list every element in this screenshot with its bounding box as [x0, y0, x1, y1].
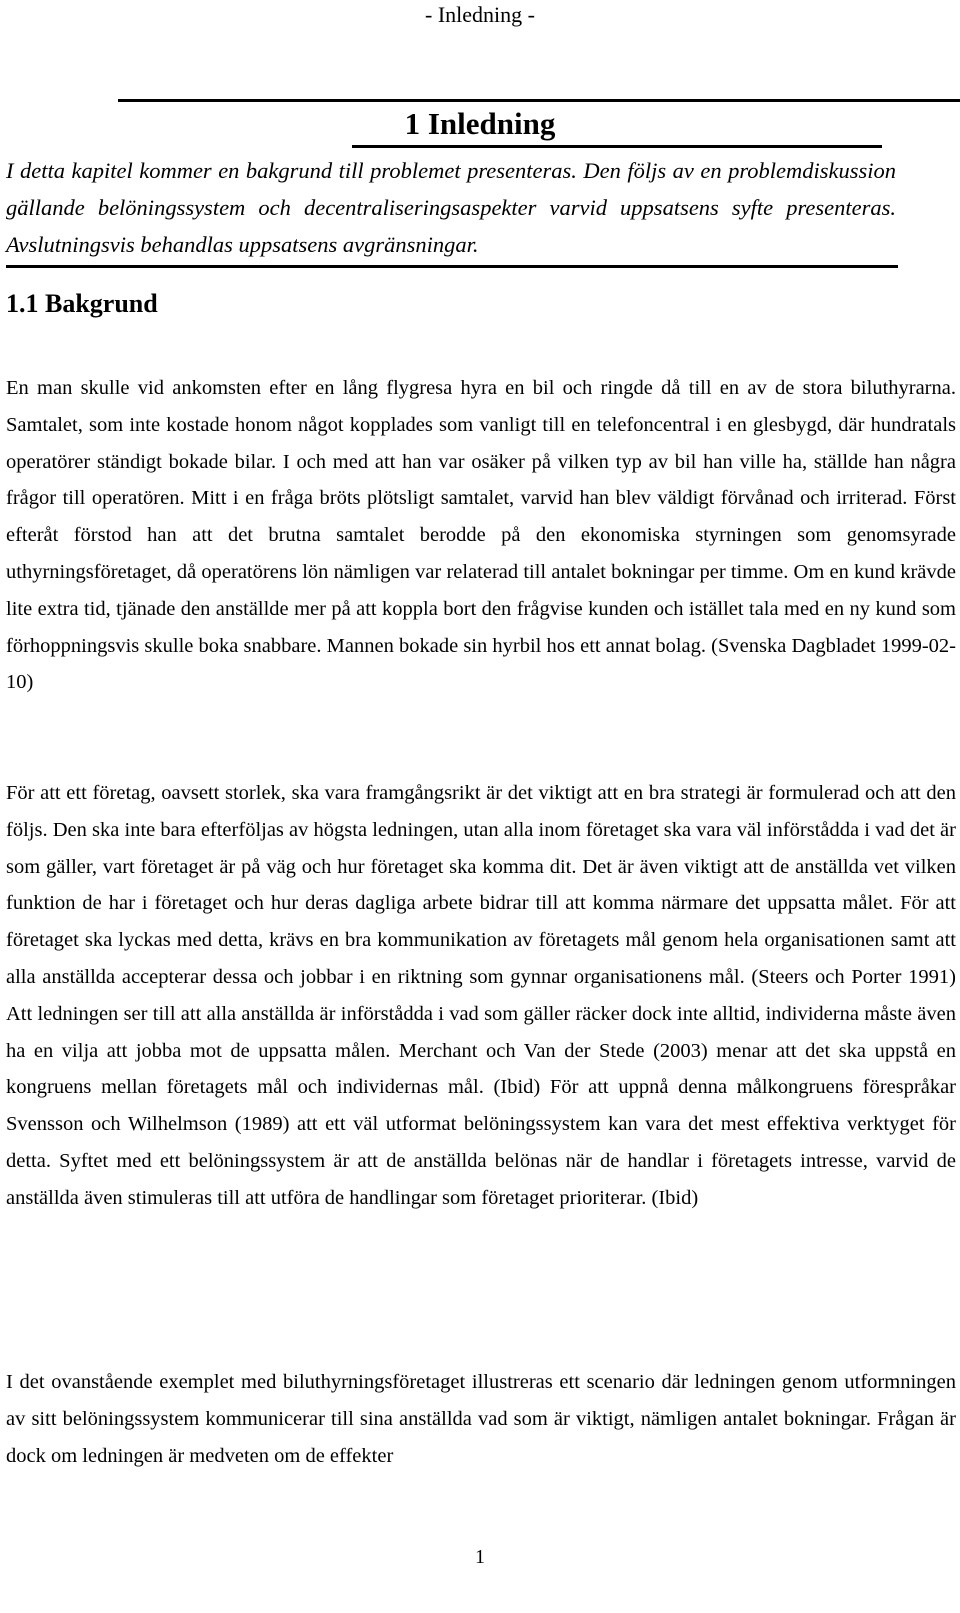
section-title: 1.1 Bakgrund: [6, 289, 158, 318]
body-paragraph-3: I det ovanstående exemplet med biluthyrningsföretaget illustreras ett scenario där ledningen genom utformningen av sitt belöningssystem kommunicerar till sina anställda vad som är viktigt, nämligen antalet bokningar. Frågan är dock om ledningen är medveten om de effekter: [6, 1371, 956, 1467]
title-rule: [352, 145, 882, 148]
body-paragraph-2: För att ett företag, oavsett storlek, ska vara framgångsrikt är det viktigt att en bra strategi är formulerad och att den följs. Den ska inte bara efterföljas av högsta ledningen, utan alla inom företaget ska vara väl införstådda i vad det är som gäller, vart företaget är på väg och hur företaget ska komma dit. Det är även viktigt att de anställda vet vilken funktion de har i företaget och hur deras dagliga arbete bidrar till att komma närmare det uppsatta målet. För att företaget ska lyckas med detta, krävs en bra kommunikation av företagets mål genom hela organisationen samt att alla anställda accepterar dessa och jobbar i en riktning som gynnar organisationens mål. (Steers och Porter 1991) Att ledningen ser till att alla anställda är införstådda i vad som gäller räcker dock inte alltid, individerna måste även ha en vilja att jobba mot de uppsatta målen. Merchant och Van der Stede (2003) menar att det ska uppstå en kongruens mellan företagets mål och individernas mål. (Ibid) För att uppnå denna målkongruens förespråkar Svensson och Wilhelmson (1989) att ett väl utformat belöningssystem kan vara det mest effektiva verktyget för detta. Syftet med ett belöningssystem är att de anställda belönas när de handlar i företagets intresse, varvid de anställda även stimuleras till att utföra de handlingar som företaget prioriterar. (Ibid): [6, 782, 956, 1209]
body-paragraph-1: En man skulle vid ankomsten efter en lång flygresa hyra en bil och ringde då till en av de stora biluthyrarna. Samtalet, som inte kostade honom något kopplades som vanligt till en telefoncentral i en glesbygd, där hundratals operatörer ständigt bokade bilar. I och med att han var osäker på vilken typ av bil han ville ha, ställde han några frågor till operatören. Mitt i en fråga bröts plötsligt samtalet, varvid han blev väldigt förvånad och irriterad. Först efteråt förstod han att det brutna samtalet berodde på den ekonomiska styrningen som genomsyrade uthyrningsföretaget, då operatörens lön nämligen var relaterad till antalet bokningar per timme. Om en kund krävde lite extra tid, tjänade den anställde mer på att koppla bort den frågvise kunden och istället tala med en ny kund som förhoppningsvis skulle boka snabbare. Mannen bokade sin hyrbil hos ett annat bolag. (Svenska Dagbladet 1999-02-10): [6, 377, 956, 694]
running-header: - Inledning -: [425, 2, 535, 27]
top-rule: [118, 99, 960, 102]
chapter-intro: I detta kapitel kommer en bakgrund till problemet presenteras. Den följs av en problemdiskussion gällande belöningssystem och decentraliseringsaspekter varvid uppsatsens syfte presenteras. Avslutningsvis behandlas uppsatsens avgränsningar.: [6, 158, 896, 257]
intro-rule: [6, 265, 898, 268]
page-number: 1: [475, 1546, 485, 1568]
chapter-title: 1 Inledning: [404, 106, 556, 141]
